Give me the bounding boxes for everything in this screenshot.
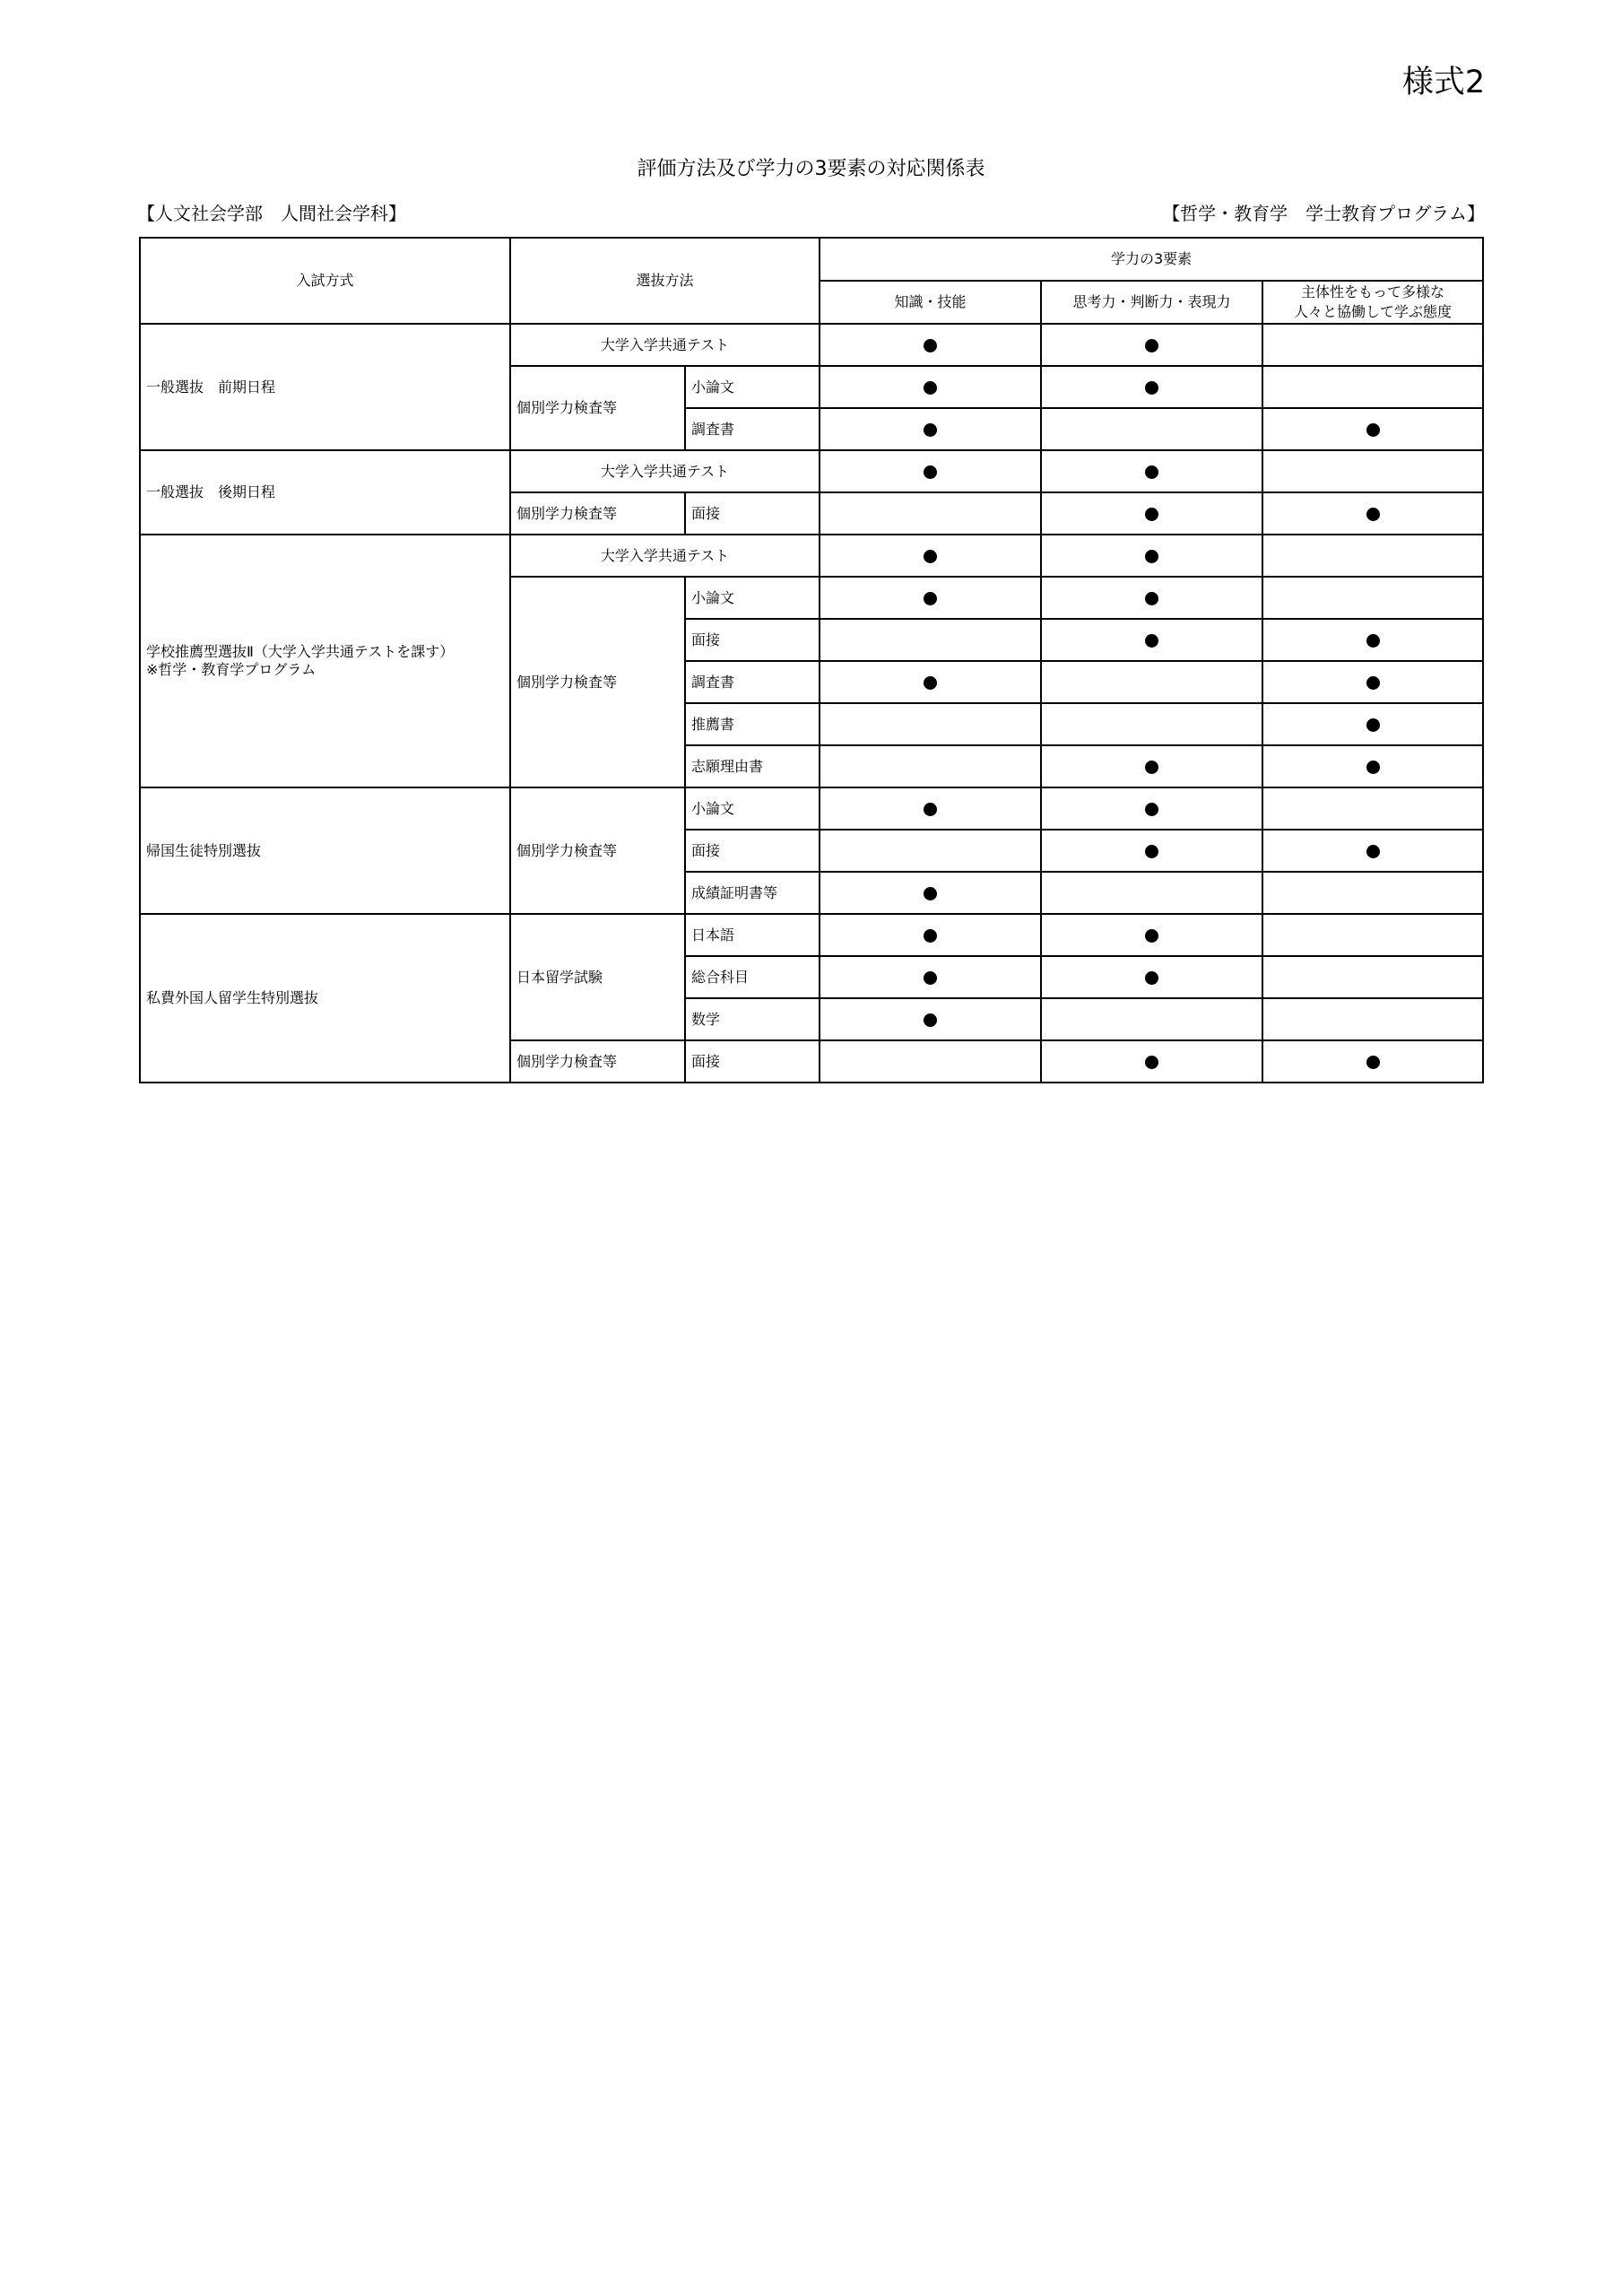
header-attitude xyxy=(1262,281,1483,324)
header-exam-type: 入試方式 xyxy=(140,238,510,324)
filled-circle-icon xyxy=(924,929,937,943)
mark-cell xyxy=(1041,914,1262,956)
filled-circle-icon xyxy=(1366,761,1380,774)
mark-cell xyxy=(1262,661,1483,703)
item-japanese: 日本語 xyxy=(685,914,820,956)
item-interview: 面接 xyxy=(685,830,820,872)
mark-cell xyxy=(820,577,1041,619)
exam-recommendation xyxy=(140,535,510,787)
filled-circle-icon xyxy=(1366,508,1380,521)
item-school-report: 調査書 xyxy=(685,661,820,703)
mark-cell xyxy=(820,787,1041,830)
table-row xyxy=(140,450,1483,492)
filled-circle-icon xyxy=(1366,845,1380,858)
mark-cell xyxy=(1262,914,1483,956)
filled-circle-icon xyxy=(1366,634,1380,648)
mark-cell xyxy=(820,450,1041,492)
mark-cell xyxy=(1262,787,1483,830)
mark-cell xyxy=(820,998,1041,1040)
header-attitude-line2: 人々と協働して学ぶ態度 xyxy=(1294,303,1453,320)
filled-circle-icon xyxy=(924,592,937,605)
mark-cell xyxy=(1041,661,1262,703)
filled-circle-icon xyxy=(1145,508,1158,521)
item-essay: 小論文 xyxy=(685,787,820,830)
filled-circle-icon xyxy=(924,676,937,690)
mark-cell xyxy=(820,366,1041,408)
mark-cell xyxy=(1041,450,1262,492)
method-common-test: 大学入学共通テスト xyxy=(510,324,820,366)
mark-cell xyxy=(1262,492,1483,535)
header-knowledge: 知識・技能 xyxy=(820,281,1041,324)
mark-cell xyxy=(1262,408,1483,450)
item-essay: 小論文 xyxy=(685,577,820,619)
mark-cell xyxy=(820,492,1041,535)
filled-circle-icon xyxy=(1145,550,1158,563)
item-recommendation-letter: 推薦書 xyxy=(685,703,820,745)
filled-circle-icon xyxy=(1366,676,1380,690)
mark-cell xyxy=(1041,998,1262,1040)
item-general-subjects: 総合科目 xyxy=(685,956,820,998)
method-individual-exam: 個別学力検査等 xyxy=(510,787,685,914)
filled-circle-icon xyxy=(1366,1056,1380,1069)
mark-cell xyxy=(1262,830,1483,872)
filled-circle-icon xyxy=(1145,1056,1158,1069)
form-number: 様式2 xyxy=(1401,65,1486,100)
faculty-label: 【人文社会学部 人間社会学科】 xyxy=(137,203,406,224)
exam-international: 私費外国人留学生特別選抜 xyxy=(140,914,510,1083)
filled-circle-icon xyxy=(924,550,937,563)
document-title: 評価方法及び学力の3要素の対応関係表 xyxy=(637,158,985,180)
method-eju: 日本留学試験 xyxy=(510,914,685,1040)
mark-cell xyxy=(1041,577,1262,619)
mark-cell xyxy=(1262,745,1483,787)
filled-circle-icon xyxy=(924,465,937,479)
filled-circle-icon xyxy=(1145,339,1158,352)
mark-cell xyxy=(820,745,1041,787)
item-essay: 小論文 xyxy=(685,366,820,408)
table-row xyxy=(140,535,1483,577)
filled-circle-icon xyxy=(1145,634,1158,648)
evaluation-matrix-table xyxy=(139,237,1484,1083)
exam-recommendation-line1: 学校推薦型選抜Ⅱ（大学入学共通テストを課す） xyxy=(146,643,455,660)
exam-general-first: 一般選抜 前期日程 xyxy=(140,324,510,450)
mark-cell xyxy=(1262,1040,1483,1083)
filled-circle-icon xyxy=(1145,592,1158,605)
table-row xyxy=(140,914,1483,956)
mark-cell xyxy=(1262,450,1483,492)
filled-circle-icon xyxy=(924,887,937,900)
mark-cell xyxy=(1262,366,1483,408)
header-row xyxy=(140,238,1483,281)
filled-circle-icon xyxy=(924,1013,937,1027)
filled-circle-icon xyxy=(1145,465,1158,479)
filled-circle-icon xyxy=(924,971,937,985)
mark-cell xyxy=(1262,956,1483,998)
filled-circle-icon xyxy=(924,381,937,395)
item-interview: 面接 xyxy=(685,492,820,535)
mark-cell xyxy=(1041,619,1262,661)
mark-cell xyxy=(1041,408,1262,450)
filled-circle-icon xyxy=(924,423,937,437)
exam-returnee: 帰国生徒特別選抜 xyxy=(140,787,510,914)
header-attitude-line1: 主体性をもって多様な xyxy=(1301,283,1445,300)
mark-cell xyxy=(1041,492,1262,535)
filled-circle-icon xyxy=(1145,845,1158,858)
program-label: 【哲学・教育学 学士教育プログラム】 xyxy=(1162,203,1485,224)
mark-cell xyxy=(1041,872,1262,914)
method-common-test: 大学入学共通テスト xyxy=(510,535,820,577)
mark-cell xyxy=(1262,998,1483,1040)
mark-cell xyxy=(1262,872,1483,914)
mark-cell xyxy=(1041,1040,1262,1083)
mark-cell xyxy=(820,872,1041,914)
mark-cell xyxy=(820,408,1041,450)
header-thinking: 思考力・判断力・表現力 xyxy=(1041,281,1262,324)
filled-circle-icon xyxy=(1366,423,1380,437)
item-interview: 面接 xyxy=(685,1040,820,1083)
method-individual-exam: 個別学力検査等 xyxy=(510,577,685,787)
item-statement-of-reason: 志願理由書 xyxy=(685,745,820,787)
mark-cell xyxy=(1041,703,1262,745)
mark-cell xyxy=(820,535,1041,577)
exam-recommendation-line2: ※哲学・教育学プログラム xyxy=(146,661,317,678)
mark-cell xyxy=(820,914,1041,956)
filled-circle-icon xyxy=(1366,718,1380,732)
filled-circle-icon xyxy=(1145,929,1158,943)
mark-cell xyxy=(1262,577,1483,619)
exam-general-second: 一般選抜 後期日程 xyxy=(140,450,510,535)
method-common-test: 大学入学共通テスト xyxy=(510,450,820,492)
mark-cell xyxy=(820,619,1041,661)
mark-cell xyxy=(1262,324,1483,366)
item-school-report: 調査書 xyxy=(685,408,820,450)
method-individual-exam: 個別学力検査等 xyxy=(510,1040,685,1083)
mark-cell xyxy=(1262,703,1483,745)
filled-circle-icon xyxy=(924,803,937,816)
mark-cell xyxy=(1041,535,1262,577)
filled-circle-icon xyxy=(1145,761,1158,774)
filled-circle-icon xyxy=(1145,803,1158,816)
mark-cell xyxy=(820,956,1041,998)
mark-cell xyxy=(820,661,1041,703)
mark-cell xyxy=(1262,619,1483,661)
mark-cell xyxy=(820,1040,1041,1083)
header-selection-method: 選抜方法 xyxy=(510,238,820,324)
mark-cell xyxy=(820,324,1041,366)
mark-cell xyxy=(1041,366,1262,408)
filled-circle-icon xyxy=(1145,971,1158,985)
mark-cell xyxy=(1041,830,1262,872)
mark-cell xyxy=(1262,535,1483,577)
filled-circle-icon xyxy=(924,339,937,352)
mark-cell xyxy=(1041,956,1262,998)
item-interview: 面接 xyxy=(685,619,820,661)
mark-cell xyxy=(820,703,1041,745)
table-row xyxy=(140,324,1483,366)
mark-cell xyxy=(1041,745,1262,787)
item-grade-certificate: 成績証明書等 xyxy=(685,872,820,914)
method-individual-exam: 個別学力検査等 xyxy=(510,366,685,450)
mark-cell xyxy=(1041,787,1262,830)
method-individual-exam: 個別学力検査等 xyxy=(510,492,685,535)
mark-cell xyxy=(1041,324,1262,366)
filled-circle-icon xyxy=(1145,381,1158,395)
mark-cell xyxy=(820,830,1041,872)
table-row xyxy=(140,787,1483,830)
item-mathematics: 数学 xyxy=(685,998,820,1040)
header-three-elements: 学力の3要素 xyxy=(820,238,1483,281)
